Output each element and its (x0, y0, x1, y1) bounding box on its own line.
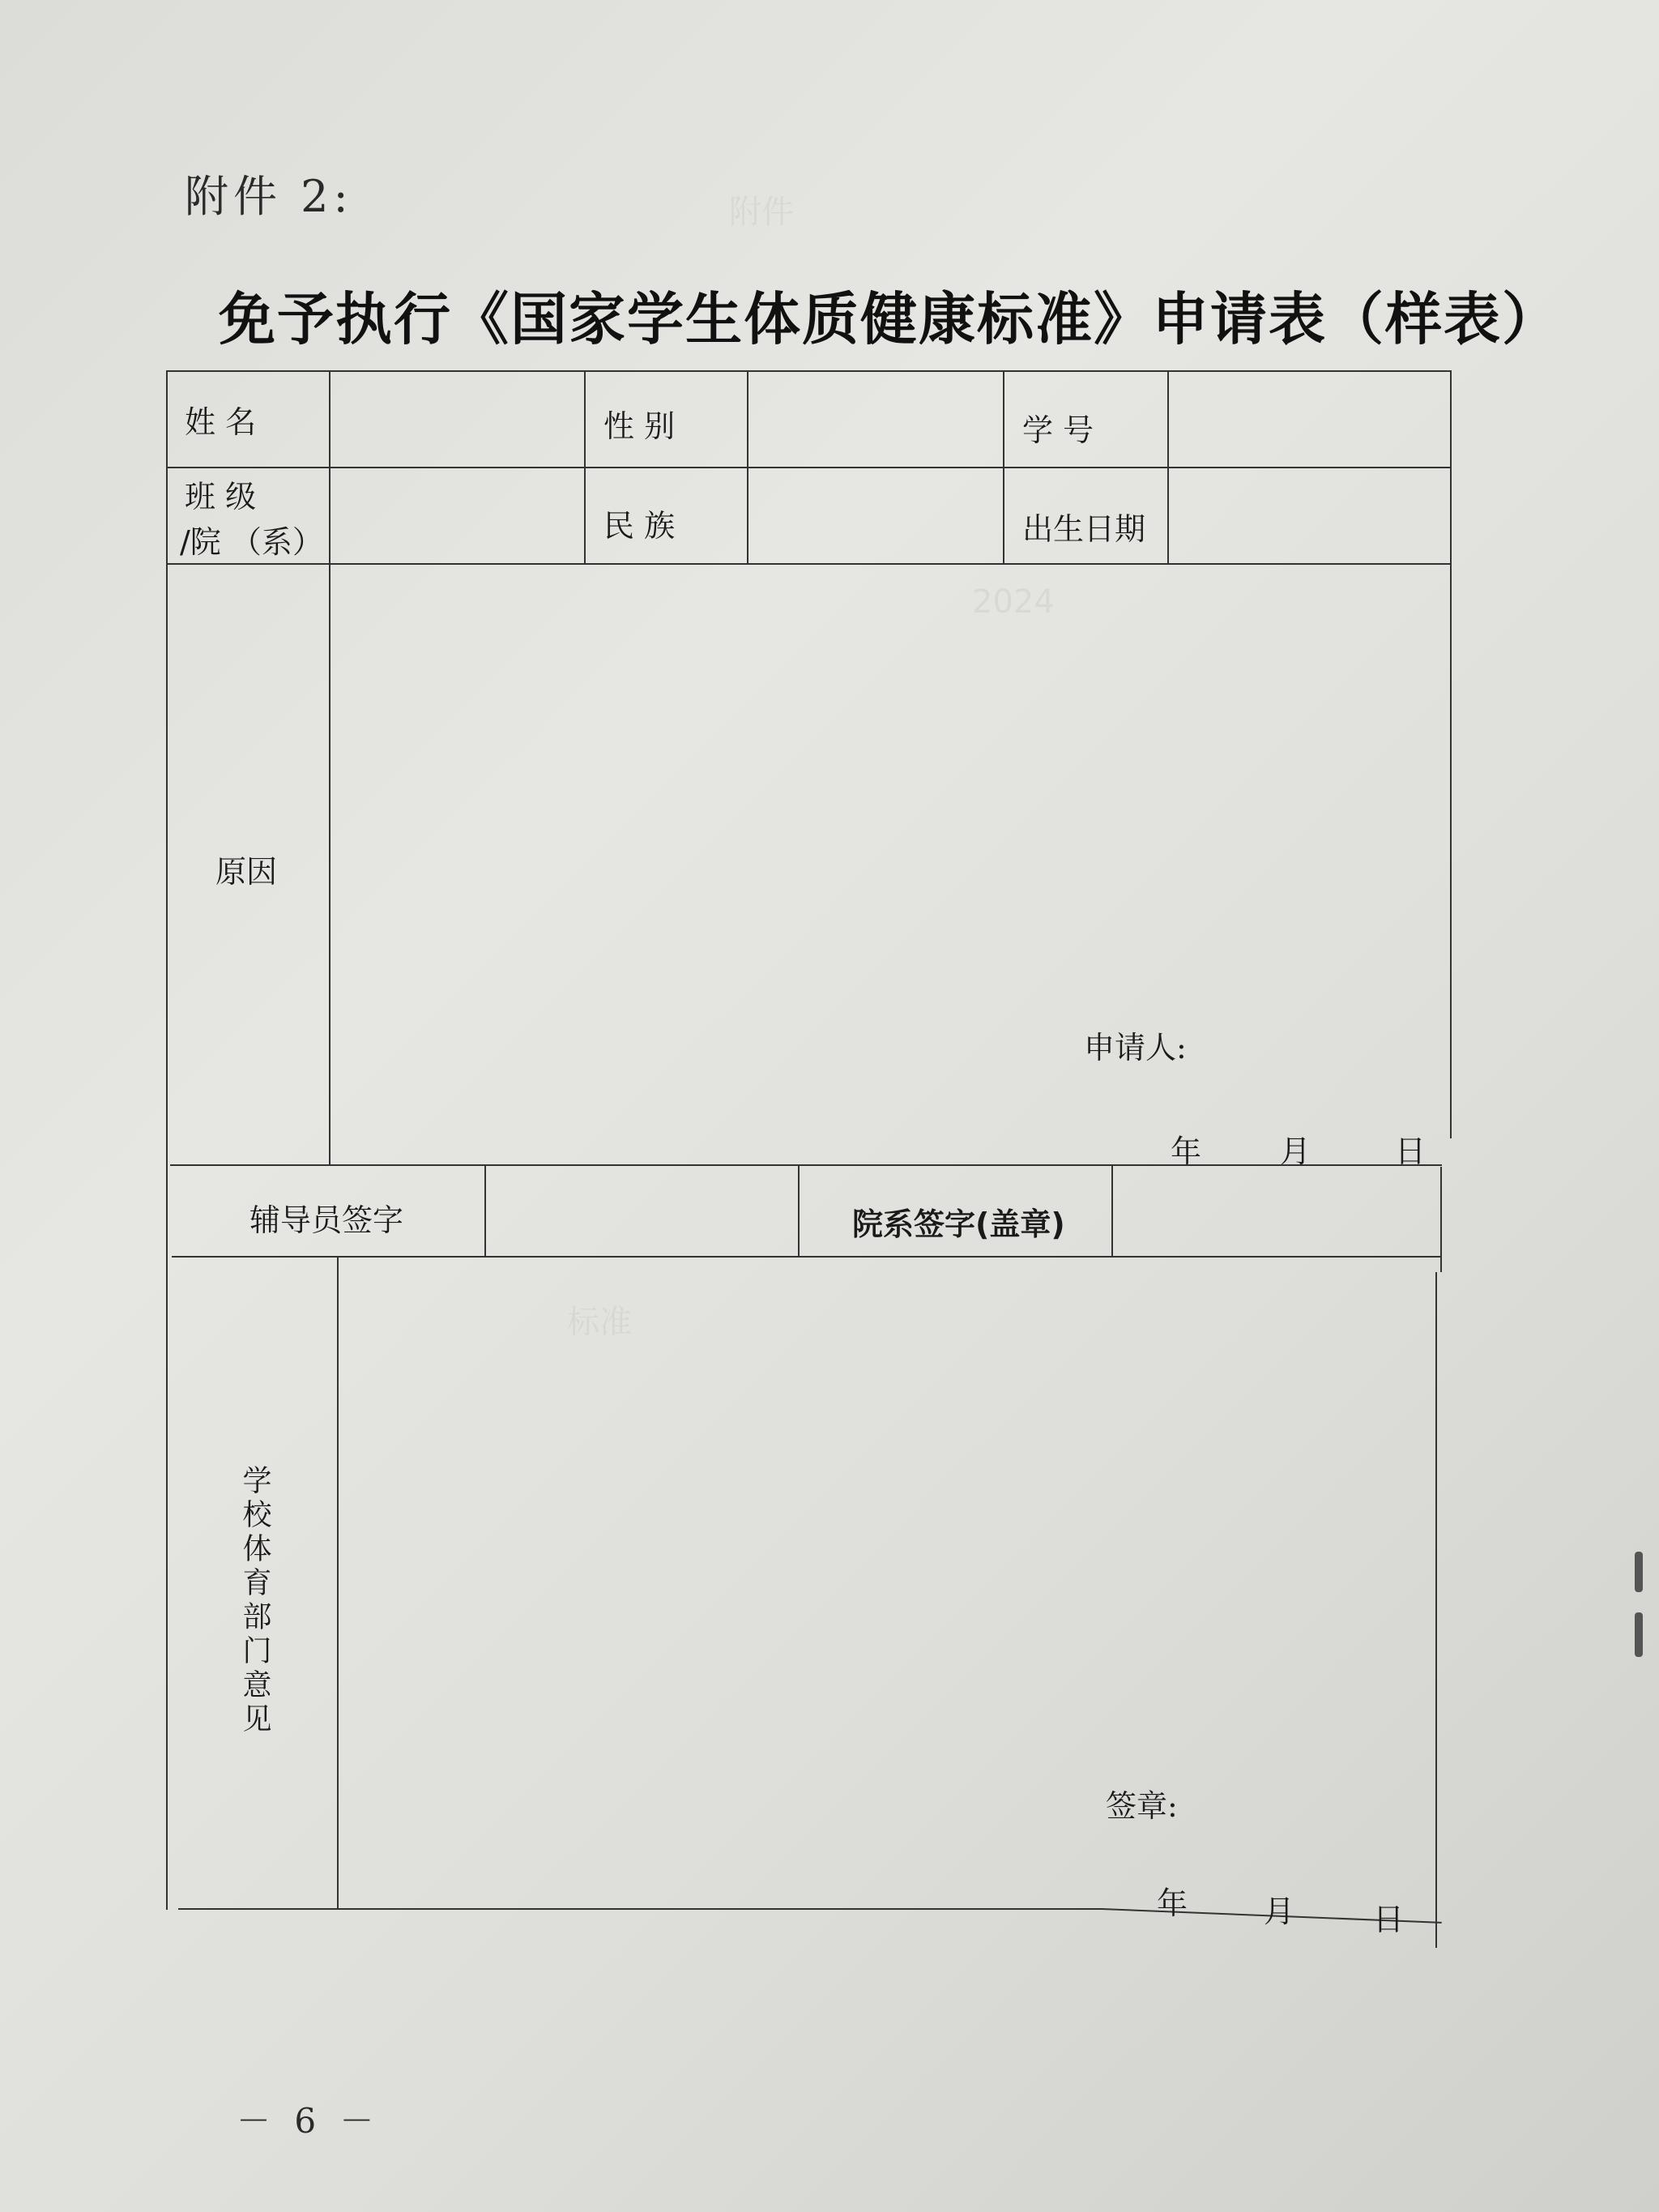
pe-opinion-field[interactable] (348, 1268, 1426, 1754)
reason-label: 原因 (215, 854, 278, 890)
reason-date-year: 年 (1171, 1134, 1202, 1169)
pe-opinion-label: 学校体育部门意见 (238, 1465, 271, 1737)
page-number: － 6 － (237, 2101, 381, 2141)
reason-date-day: 日 (1395, 1134, 1427, 1169)
counselor-signature-label: 辅导员签字 (249, 1202, 404, 1238)
name-label-text: 姓 名 (185, 404, 257, 440)
student-id-label: 学 号 (1022, 412, 1094, 448)
name-label (185, 397, 306, 442)
reason-date-month: 月 (1280, 1134, 1311, 1169)
class-label-line2: /院 （系） (180, 524, 323, 560)
gender-field[interactable] (757, 381, 992, 462)
reason-field[interactable] (340, 575, 1442, 1013)
department-signature-label: 院系签字(盖章) (852, 1206, 1065, 1242)
counselor-signature-field[interactable] (496, 1173, 791, 1250)
binding-mark-bottom (1635, 1612, 1643, 1657)
name-field[interactable] (342, 381, 577, 462)
birthdate-label: 出生日期 (1022, 511, 1146, 547)
document-page: 附件 2024 标准 附件 2: 免予执行《国家学生体质健康标准》申请表（样表） 姓 名 性 别 学 号 班 级 /院 （系） 民 族 出生日期 原因 申请人: 年 月 日 辅导员签字 院系签字(盖章) 学校体育部门意见 签章: 年 月 日 － 6 － (0, 0, 1659, 2212)
pe-date-month: 月 (1264, 1894, 1295, 1929)
student-id-field[interactable] (1179, 381, 1438, 462)
page-title: 免予执行《国家学生体质健康标准》申请表（样表） (219, 286, 1560, 352)
ethnicity-field[interactable] (757, 478, 992, 559)
seal-label: 签章: (1106, 1788, 1178, 1824)
class-field[interactable] (342, 478, 577, 559)
pe-date-day: 日 (1373, 1902, 1405, 1937)
gender-label: 性 别 (603, 408, 676, 444)
pe-date-year: 年 (1157, 1885, 1188, 1921)
class-label-line1: 班 级 (185, 479, 257, 515)
attachment-label: 附件 2: (185, 171, 353, 222)
birthdate-field[interactable] (1179, 478, 1438, 559)
ethnicity-label: 民 族 (603, 508, 676, 544)
applicant-label: 申请人: (1084, 1030, 1187, 1065)
department-signature-field[interactable] (1122, 1173, 1434, 1250)
binding-mark-top (1635, 1552, 1643, 1592)
